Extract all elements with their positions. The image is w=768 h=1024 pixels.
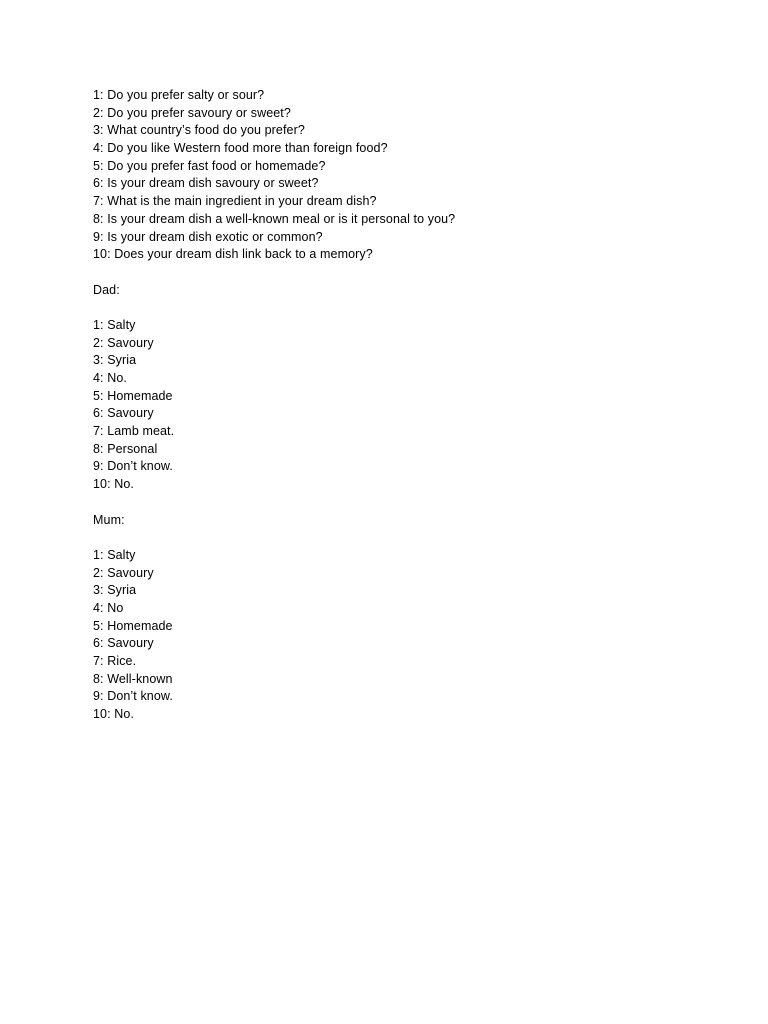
mum-answer-item: 4: No	[93, 600, 124, 615]
mum-answer-item: 8: Well-known	[93, 671, 173, 686]
mum-answer-item: 1: Salty	[93, 547, 136, 562]
dad-answer-item: 5: Homemade	[93, 388, 173, 403]
questions-list	[93, 87, 713, 264]
question-item: 2: Do you prefer savoury or sweet?	[93, 105, 291, 120]
mum-heading: Mum:	[93, 512, 125, 527]
question-item: 8: Is your dream dish a well-known meal or is it personal to you?	[93, 211, 456, 226]
mum-answer-item: 7: Rice.	[93, 654, 137, 668]
mum-answer-item: 10: No.	[93, 707, 135, 722]
dad-answer-item: 7: Lamb meat.	[93, 424, 175, 439]
blank-line	[93, 529, 713, 547]
question-item: 4: Do you like Western food more than foreign food?	[93, 141, 388, 156]
question-item: 5: Do you prefer fast food or homemade?	[93, 158, 326, 173]
mum-section	[93, 512, 713, 724]
blank-line	[93, 299, 713, 317]
dad-answer-item: 10: No.	[93, 477, 135, 492]
mum-answer-item: 9: Don’t know.	[93, 689, 173, 704]
blank-line	[93, 264, 713, 282]
mum-answer-item: 5: Homemade	[93, 618, 173, 633]
dad-answer-item: 8: Personal	[93, 441, 158, 456]
dad-heading: Dad:	[93, 282, 120, 297]
dad-answer-item: 2: Savoury	[93, 335, 154, 350]
mum-answer-item: 6: Savoury	[93, 636, 154, 651]
mum-answer-item: 2: Savoury	[93, 565, 154, 580]
mum-answer-item: 3: Syria	[93, 583, 137, 598]
blank-line	[93, 494, 713, 512]
question-item: 3: What country’s food do you prefer?	[93, 123, 305, 138]
question-item: 10: Does your dream dish link back to a memory?	[93, 247, 373, 262]
question-item: 1: Do you prefer salty or sour?	[93, 88, 265, 102]
dad-answer-item: 1: Salty	[93, 317, 136, 332]
question-item: 7: What is the main ingredient in your dream dish?	[93, 194, 377, 209]
dad-answer-item: 6: Savoury	[93, 406, 154, 421]
dad-section	[93, 282, 713, 494]
question-item: 6: Is your dream dish savoury or sweet?	[93, 176, 319, 191]
document-body	[93, 87, 713, 724]
dad-answer-item: 4: No.	[93, 371, 127, 385]
question-item: 9: Is your dream dish exotic or common?	[93, 229, 323, 244]
dad-answer-item: 3: Syria	[93, 353, 137, 368]
dad-answer-item: 9: Don’t know.	[93, 459, 173, 474]
